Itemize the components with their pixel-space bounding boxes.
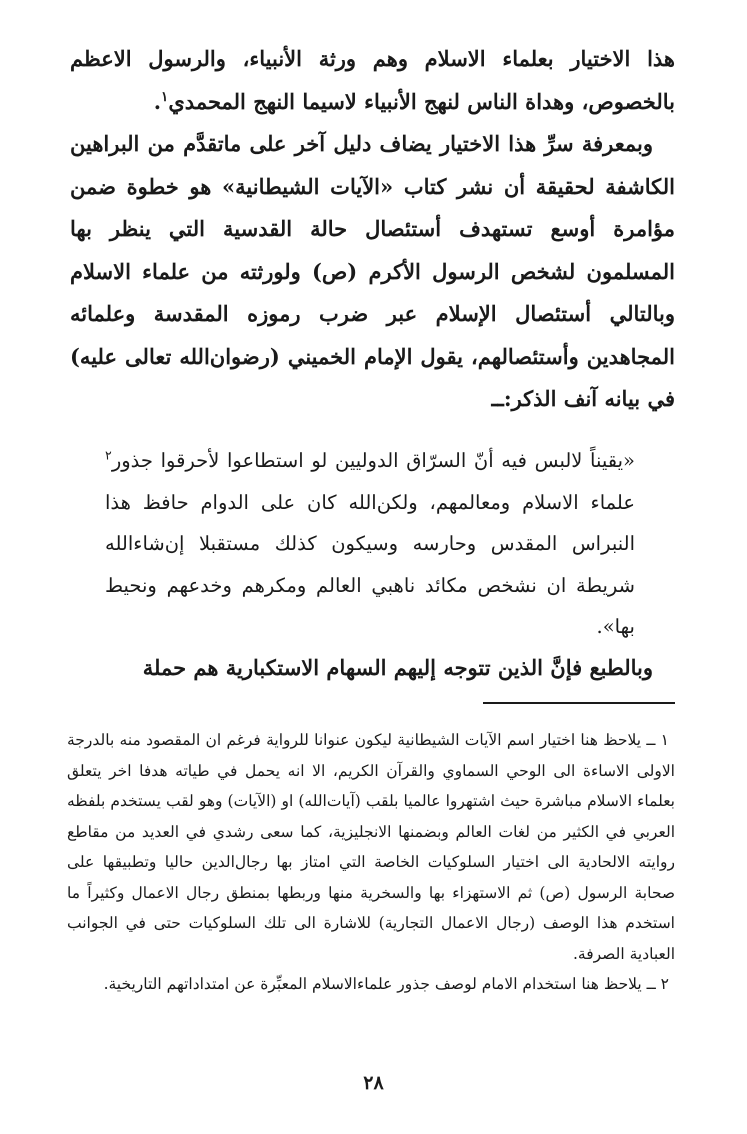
paragraph: هذا الاختيار بعلماء الاسلام وهم ورثة الأنبياء، والرسول الاعظم بالخصوص، وهداة الناس لنهج الأنبياء لاسيما النهج المحمدي$^١$.	[70, 46, 675, 114]
footnote-separator	[483, 702, 675, 704]
paragraph: وبمعرفة سرِّ هذا الاختيار يضاف دليل آخر على ماتقدَّم من البراهين الكاشفة لحقيقة أن نشر كتاب «الآيات الشيطانية» هو خطوة ضمن مؤامرة أوسع تستهدف أستئصال حالة القدسية التي ينظر بها المسلمون لشخص الرسول الأكرم (ص) ولورثته من علماء الاسلام وبالتالي أستئصال الإسلام عبر ضرب رموزه المقدسة وعلمائه المجاهدين وأستئصالهم، يقول الإمام الخميني (رضوان‌الله تعالى عليه) في بيانه آنف الذكر:ــ	[70, 131, 675, 411]
quote-text-part: علماء الاسلام ومعالمهم، ولكن‌الله كان على الدوام حافظ هذا النبراس المقدس وحارسه وسيكون كذلك مستقبلا إن‌شاءالله شريطة ان نشخص مكائد ناهبي العالم ومكرهم وخدعهم ونحيط بها».	[105, 490, 635, 638]
quote-text	[105, 440, 635, 648]
footnote: ١ ــ يلاحظ هنا اختيار اسم الآيات الشيطانية ليكون عنوانا للرواية فرغم ان المقصود منه بالدرجة الاولى الاساءة الى الوحي السماوي والقرآن الكريم، الا انه يحمل في طياته هدفا اخر يتعلق بعلماء الاسلام مباشرة حيث اشتهروا عالميا بلقب (آيات‌الله) او (الآيات) وهو لقب يستخدم بلفظه العربي في الكثير من لغات العالم وبضمنها الانجليزية، كما سعى رشدي في العديد من مقاطع روايته الالحادية الى اختيار السلوكيات الخاصة التي امتاز بها رجال‌الدين حاليا وتطبيقها على صحابة الرسول (ص) ثم الاستهزاء بها والسخرية منها وربطها بمنطق رجال الاعمال وكثيراً ما استخدم هذا الوصف (رجال الاعمال التجارية) للاشارة الى تلك السلوكيات حتى في الجوانب العبادية الصرفة.	[67, 731, 675, 963]
footnotes	[67, 725, 675, 1000]
footnote-reference: ١	[161, 88, 169, 105]
footnote: ٢ ــ يلاحظ هنا استخدام الامام لوصف جذور علماءالاسلام المعبِّرة عن امتداداتهم التاريخية.	[103, 975, 669, 993]
page-number: ٢٨	[363, 1072, 384, 1094]
footnote-reference: ٢	[105, 447, 112, 463]
block-quote	[105, 440, 635, 648]
main-text	[70, 38, 675, 421]
quote-text-part: «يقيناً لالبس فيه أنّ السرّاق الدوليين لو استطاعوا لأحرقوا جذور	[111, 449, 635, 472]
paragraph: وبالطبع فإنَّ الذين تتوجه إليهم السهام الاستكبارية هم حملة	[142, 655, 653, 680]
paragraph-text: هذا الاختيار بعلماء الاسلام وهم ورثة الأنبياء، والرسول الاعظم بالخصوص، وهداة الناس لنهج الأنبياء لاسيما النهج المحمدي	[70, 46, 675, 114]
